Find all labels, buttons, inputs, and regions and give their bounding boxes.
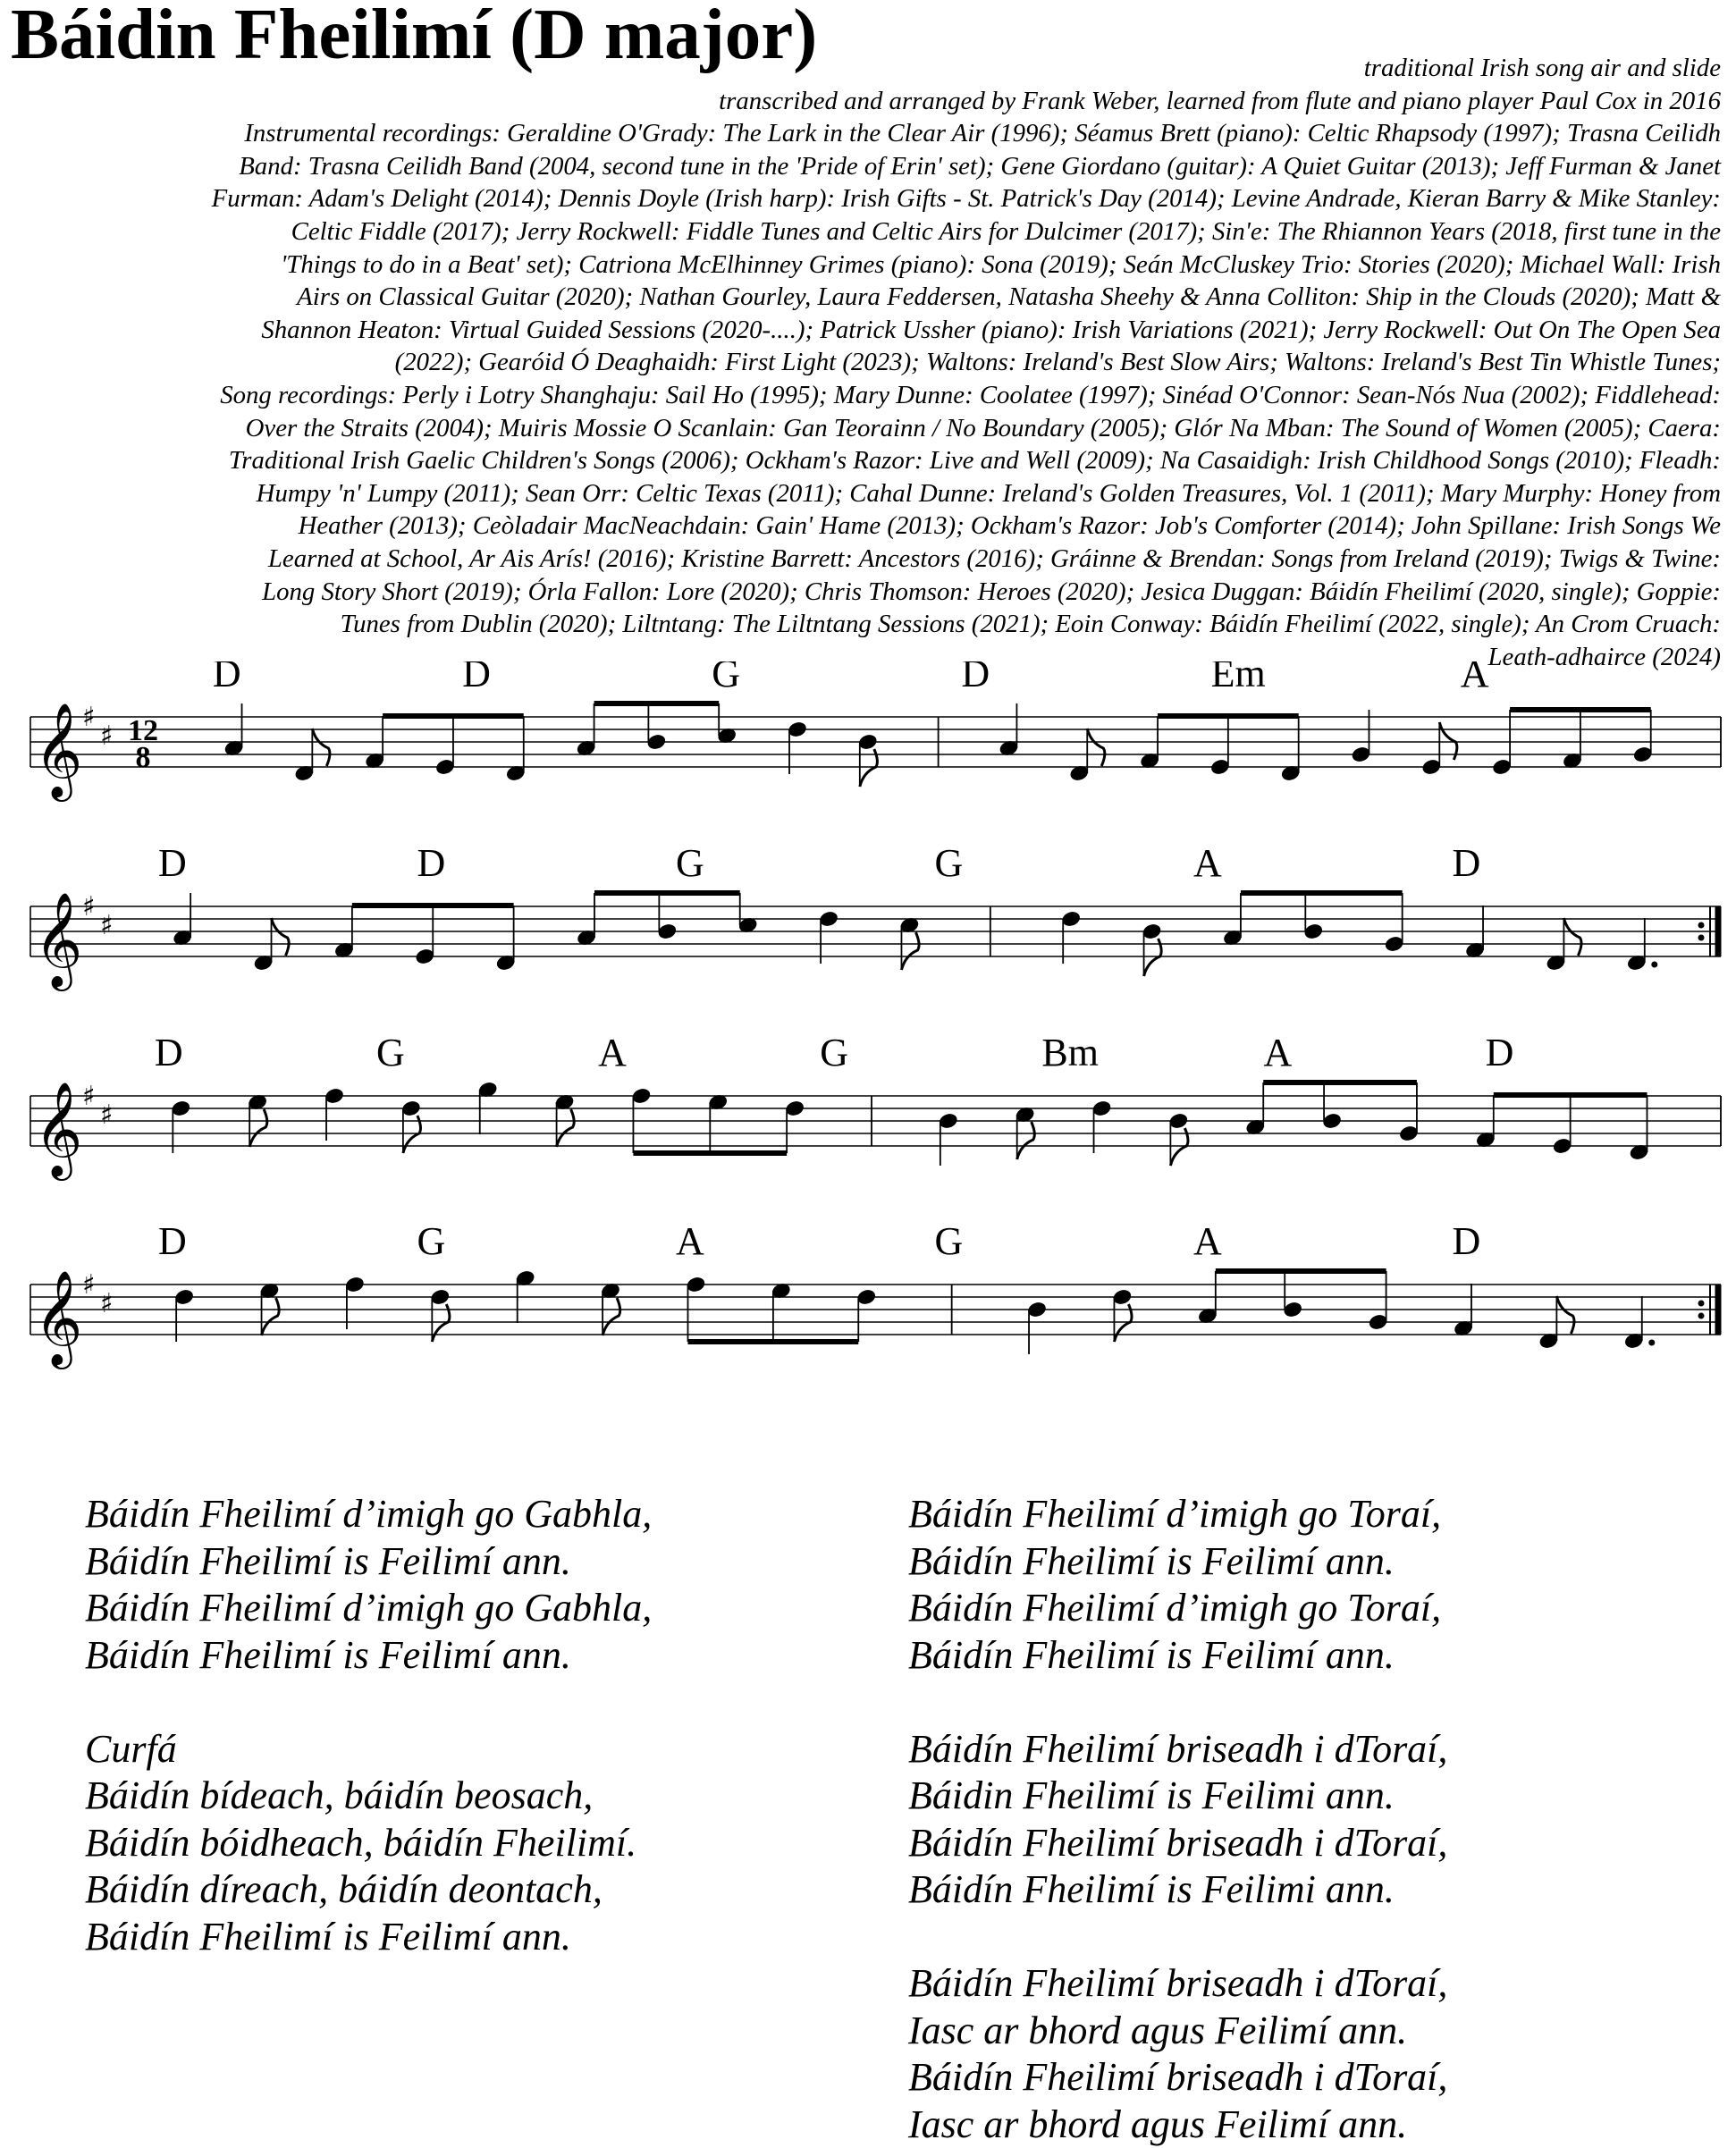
treble-clef-icon: 𝄞 xyxy=(34,1269,82,1369)
lyrics-right-column xyxy=(908,1491,1447,2148)
key-signature-sharp: ♯ xyxy=(100,1288,114,1319)
chord-symbol: A xyxy=(1193,1219,1222,1263)
lyrics-left-column xyxy=(85,1491,652,1960)
key-signature-sharp: ♯ xyxy=(82,1269,96,1301)
music-score xyxy=(0,661,1736,1439)
chord-symbol: A xyxy=(1461,661,1489,695)
dot xyxy=(1648,1340,1655,1346)
stanza-gap xyxy=(908,1679,1447,1726)
key-signature-sharp: ♯ xyxy=(100,1099,114,1131)
lyric-line: Iasc ar bhord agus Feilimí ann. xyxy=(908,2008,1447,2055)
lyric-line: Báidín Fheilimí briseadh i dToraí, xyxy=(908,2054,1447,2102)
chord-symbol: D xyxy=(417,841,445,885)
chord-symbol: D xyxy=(158,841,187,885)
chord-symbol: D xyxy=(961,661,990,695)
lyric-line: Báidín Fheilimí is Feilimí ann. xyxy=(85,1538,652,1586)
chord-symbol: A xyxy=(598,1031,627,1074)
recordings-line: Traditional Irish Gaelic Children's Songs (2006); Ockham's Razor: Live and Well (2009); Na Casaidigh: Irish Childhood Songs (2010); Fleadh: xyxy=(4,444,1721,477)
repeat-dot xyxy=(1698,935,1705,941)
recordings-line: Over the Straits (2004); Muiris Mossie O Scanlain: Gan Teorainn / No Boundary (2005); Glór Na Mban: The Sound of Women (2005); Caera: xyxy=(4,412,1721,445)
lyric-line: Báidín Fheilimí d’imigh go Toraí, xyxy=(908,1585,1447,1632)
chord-symbol: G xyxy=(376,1031,405,1074)
header-notes xyxy=(4,52,1721,673)
note-flag xyxy=(249,1109,267,1147)
chord-symbol: D xyxy=(1452,1219,1480,1263)
lyric-line: Báidín Fheilimí is Feilimí ann. xyxy=(908,1538,1447,1586)
note-flag xyxy=(312,729,330,766)
lyric-line: Báidín bóidheach, báidín Fheilimí. xyxy=(85,1820,652,1867)
time-signature-bottom: 8 xyxy=(136,741,151,774)
chord-symbol: G xyxy=(934,1219,963,1263)
recordings-line: Learned at School, Ar Ais Arís! (2016); Kristine Barrett: Ancestors (2016); Gráinne & Brendan: Songs from Ireland (2019); Twigs & Twine: xyxy=(4,543,1721,576)
subtitle: traditional Irish song air and slide xyxy=(4,52,1721,85)
chord-symbol: D xyxy=(462,661,491,695)
recordings-line: Band: Trasna Ceilidh Band (2004, second tune in the 'Pride of Erin' set); Gene Giordano (guitar): A Quiet Guitar (2013); Jeff Furman & Janet xyxy=(4,150,1721,183)
key-signature-sharp: ♯ xyxy=(100,910,114,941)
chord-symbol: G xyxy=(417,1219,445,1263)
chord-symbol: G xyxy=(934,841,963,885)
recordings-line: (2022); Gearóid Ó Deaghaidh: First Light (2023); Waltons: Ireland's Best Slow Airs; Waltons: Ireland's Best Tin Whistle Tunes; xyxy=(4,346,1721,379)
chord-symbol: Em xyxy=(1211,661,1266,695)
lyric-line: Báidín díreach, báidín deontach, xyxy=(85,1866,652,1914)
treble-clef-icon: 𝄞 xyxy=(34,1081,82,1181)
stanza-gap xyxy=(908,1914,1447,1961)
recordings-line: Tunes from Dublin (2020); Liltntang: The Liltntang Sessions (2021); Eoin Conway: Báidín Fheilimí (2022, single); An Crom Cruach: xyxy=(4,608,1721,641)
recordings-line: Furman: Adam's Delight (2014); Dennis Doyle (Irish harp): Irish Gifts - St. Patrick's Day (2014); Levine Andrade, Kieran Barry & Mike Stanley: xyxy=(4,182,1721,215)
lyric-line: Báidín Fheilimí d’imigh go Gabhla, xyxy=(85,1491,652,1538)
lyric-line: Báidín Fheilimí briseadh i dToraí, xyxy=(908,1960,1447,2008)
repeat-dot xyxy=(1698,922,1705,929)
lyric-line: Báidín Fheilimí briseadh i dToraí, xyxy=(908,1726,1447,1773)
recordings-line: Shannon Heaton: Virtual Guided Sessions (2020-....); Patrick Ussher (piano): Irish Variations (2021); Jerry Rockwell: Out On The Open Sea xyxy=(4,314,1721,347)
chord-symbol: A xyxy=(1193,841,1222,885)
lyric-line: Báidín Fheilimí d’imigh go Gabhla, xyxy=(85,1585,652,1632)
chord-symbol: D xyxy=(155,1031,183,1074)
repeat-dot xyxy=(1698,1313,1705,1319)
recordings-line: Instrumental recordings: Geraldine O'Grady: The Lark in the Clear Air (1996); Séamus Brett (piano): Celtic Rhapsody (1997); Trasna Ceilidh xyxy=(4,117,1721,150)
page-title: Báidin Fheilimí (D major) xyxy=(11,0,817,74)
recordings-line: Celtic Fiddle (2017); Jerry Rockwell: Fiddle Tunes and Celtic Airs for Dulcimer (2017); Sin'e: The Rhiannon Years (2018, first tune in the xyxy=(4,215,1721,248)
lyric-line: Báidín Fheilimí d’imigh go Toraí, xyxy=(908,1491,1447,1538)
arranger-note: transcribed and arranged by Frank Weber, learned from flute and piano player Paul Cox in 2016 xyxy=(4,85,1721,118)
lyric-line: Báidín Fheilimí briseadh i dToraí, xyxy=(908,1820,1447,1867)
chord-symbol: D xyxy=(1486,1031,1514,1074)
note-flag xyxy=(1563,918,1581,956)
treble-clef-icon: 𝄞 xyxy=(34,891,82,991)
lyric-line: Báidin Fheilimí is Feilimi ann. xyxy=(908,1773,1447,1820)
note-flag xyxy=(901,932,919,970)
chord-symbol: D xyxy=(158,1219,187,1263)
lyric-line: Báidín Fheilimí is Feilimí ann. xyxy=(85,1632,652,1680)
chord-symbol: G xyxy=(712,661,740,695)
time-signature-top: 12 xyxy=(128,714,158,747)
recordings-line: Airs on Classical Guitar (2020); Nathan Gourley, Laura Feddersen, Natasha Sheehy & Anna Colliton: Ship in the Clouds (2020); Matt & xyxy=(4,281,1721,314)
chord-symbol: A xyxy=(1264,1031,1293,1074)
chord-symbol: D xyxy=(213,661,241,695)
note-flag xyxy=(262,1298,280,1335)
chord-symbol: G xyxy=(820,1031,848,1074)
recordings-line: 'Things to do in a Beat' set); Catriona McElhinney Grimes (piano): Sona (2019); Seán McCluskey Trio: Stories (2020); Michael Wall: Irish xyxy=(4,248,1721,282)
key-signature-sharp: ♯ xyxy=(82,702,96,733)
recordings-line: Long Story Short (2019); Órla Fallon: Lore (2020); Chris Thomson: Heroes (2020); Jesica Duggan: Báidín Fheilimí (2020, single); Goppie: xyxy=(4,576,1721,609)
repeat-dot xyxy=(1698,1301,1705,1307)
stanza-gap xyxy=(85,1679,652,1726)
key-signature-sharp: ♯ xyxy=(82,891,96,922)
lyric-line: Curfá xyxy=(85,1726,652,1773)
key-signature-sharp: ♯ xyxy=(100,720,114,752)
note-flag xyxy=(1556,1296,1574,1334)
chord-symbol: G xyxy=(676,841,704,885)
note-flag xyxy=(603,1298,620,1335)
note-flag xyxy=(1017,1122,1035,1159)
treble-clef-icon: 𝄞 xyxy=(34,702,82,802)
lyric-line: Báidín Fheilimí is Feilimí ann. xyxy=(908,1632,1447,1680)
lyric-line: Báidín bídeach, báidín beosach, xyxy=(85,1773,652,1820)
lyric-line: Iasc ar bhord agus Feilimí ann. xyxy=(908,2102,1447,2148)
dot xyxy=(1651,962,1657,968)
recordings-line: Heather (2013); Ceòladair MacNeachdain: Gain' Hame (2013); Ockham's Razor: Job's Comforter (2014); John Spillane: Irish Songs We xyxy=(4,510,1721,543)
note-flag xyxy=(272,918,290,956)
chord-symbol: D xyxy=(1452,841,1480,885)
recordings-line: Humpy 'n' Lumpy (2011); Sean Orr: Celtic Texas (2011); Cahal Dunne: Ireland's Golden Treasures, Vol. 1 (2011); Mary Murphy: Honey from xyxy=(4,477,1721,510)
key-signature-sharp: ♯ xyxy=(82,1081,96,1112)
recordings-line: Leath-adhairce (2024) xyxy=(4,641,1721,674)
recordings-line: Song recordings: Perly i Lotry Shanghaju: Sail Ho (1995); Mary Dunne: Coolatee (1997); Sinéad O'Connor: Sean-Nós Nua (2002); Fiddlehead: xyxy=(4,379,1721,412)
chord-symbol: A xyxy=(676,1219,704,1263)
note-flag xyxy=(557,1109,575,1147)
note-flag xyxy=(1087,729,1105,766)
lyric-line: Báidín Fheilimí is Feilimi ann. xyxy=(908,1866,1447,1914)
lyric-line: Báidín Fheilimí is Feilimí ann. xyxy=(85,1914,652,1961)
chord-symbol: Bm xyxy=(1041,1031,1099,1074)
